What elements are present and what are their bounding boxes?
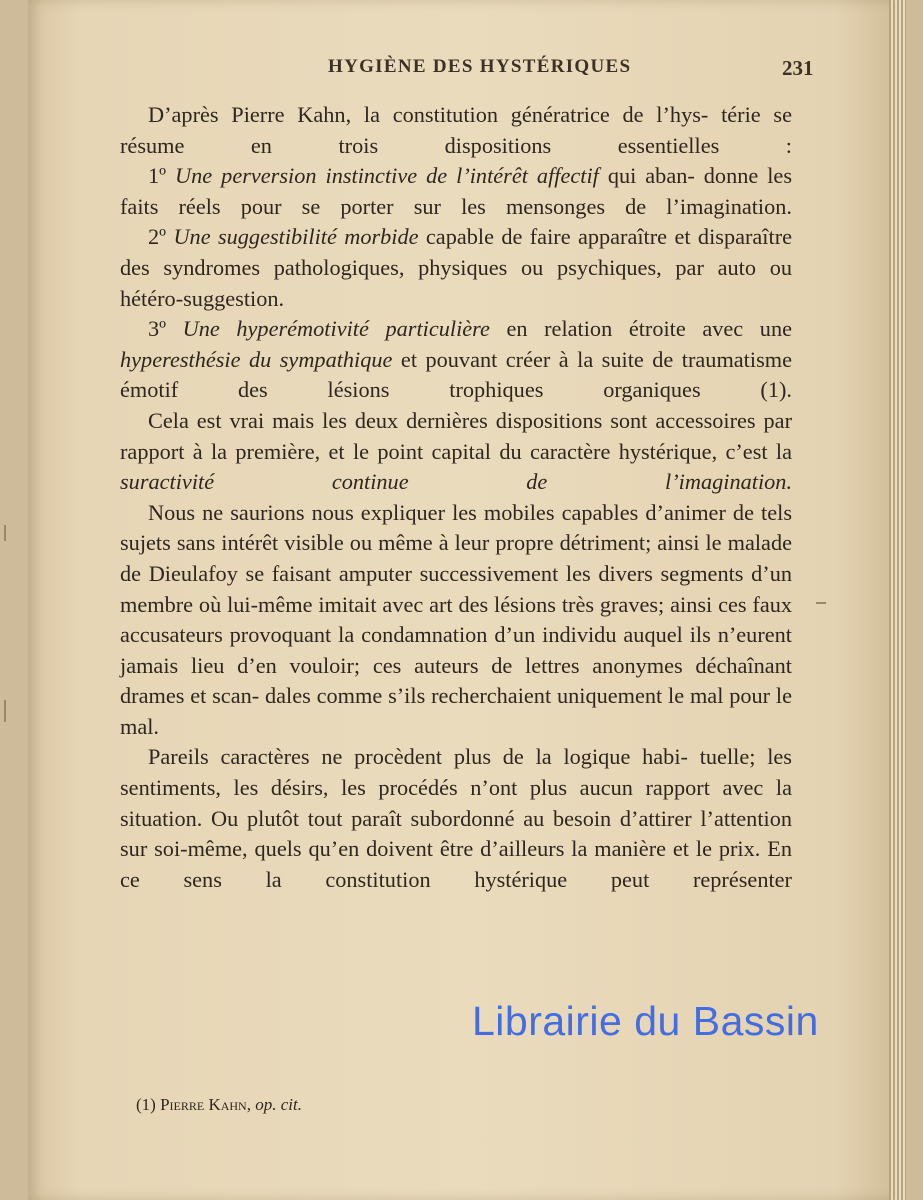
paragraph-item-3 bbox=[120, 314, 792, 406]
text-line: individu auquel ils n’eurent jamais lieu d’en vouloir; ces bbox=[120, 622, 792, 678]
footnote bbox=[136, 1095, 302, 1115]
text-line: capable de faire apparaître bbox=[418, 224, 668, 250]
paragraph-mobiles bbox=[120, 498, 792, 743]
text-line: En ce sens la constitution hystérique peut représenter bbox=[120, 836, 793, 892]
page-number: 231 bbox=[782, 56, 814, 80]
text-line: en relation étroite avec bbox=[489, 316, 744, 342]
page-header bbox=[28, 56, 906, 84]
text-line: une bbox=[759, 316, 792, 342]
text-line: où lui-même imitait avec art des lésions très graves; ainsi bbox=[198, 591, 713, 617]
watermark: Librairie du Bassin bbox=[472, 998, 819, 1044]
emphasis: Une suggestibilité morbide bbox=[173, 224, 419, 250]
text-line: le mal. bbox=[120, 683, 793, 739]
text-line: térie se résume en trois dispositions essentielles : bbox=[120, 102, 792, 158]
margin-mark bbox=[4, 525, 6, 541]
text-line: quels qu’en doivent être d’ailleurs la manière et le prix. bbox=[254, 836, 761, 862]
text-line: de traumatisme émotif des lésions trophiques organiques (1). bbox=[120, 346, 792, 403]
text-line: du caractère hystérique, c’est la bbox=[499, 438, 793, 464]
text-line: auteurs de lettres anonymes déchaînant drames et scan- bbox=[120, 652, 793, 709]
text-line: d’animer de tels sujets sans intérêt visible ou même à leur bbox=[120, 499, 792, 556]
text-line: donne les faits réels pour se porter sur les mensonges de bbox=[120, 163, 793, 219]
emphasis: l’imagination. bbox=[665, 469, 793, 495]
text-line: psychiques, par auto ou hétéro-suggestion. bbox=[120, 254, 792, 311]
emphasis: suractivité continue de bbox=[120, 469, 548, 495]
text-line: propre détriment; ainsi le malade de Dieulafoy se faisant bbox=[120, 530, 792, 586]
text-line: Nous ne saurions nous expliquer les mobiles capables bbox=[148, 499, 639, 525]
paragraph-item-2 bbox=[120, 222, 792, 314]
body-text bbox=[120, 100, 792, 895]
text-line: accessoires par rapport à la première, et le point capital bbox=[120, 407, 792, 464]
text-line: et pouvant créer à la suite bbox=[392, 346, 644, 372]
text-line: l’imagination. bbox=[666, 193, 792, 219]
paragraph-item-1 bbox=[120, 161, 792, 222]
text-line: Pareils caractères ne procèdent plus de la logique habi- bbox=[148, 744, 688, 770]
page-edge bbox=[889, 0, 906, 1200]
text-line: 2º bbox=[148, 224, 174, 250]
text-line: amputer successivement les divers segments d’un membre bbox=[120, 560, 793, 617]
emphasis: Une hyperémotivité particulière bbox=[182, 316, 490, 342]
margin-mark bbox=[4, 700, 6, 722]
text-line: dales comme s’ils recherchaient uniquement le mal pour bbox=[265, 683, 771, 709]
text-line: 1º bbox=[148, 163, 176, 189]
text-line: aucun rapport avec la situation. Ou plutôt tout paraît bbox=[120, 775, 792, 831]
text-line: et disparaître des syndromes pathologiques, physiques ou bbox=[120, 224, 793, 280]
paragraph-intro bbox=[120, 100, 792, 161]
text-line: 3º bbox=[148, 316, 183, 342]
emphasis: hyperesthésie du sympathique bbox=[120, 346, 393, 372]
footnote-reference: op. cit. bbox=[255, 1095, 302, 1114]
footnote-separator: , bbox=[246, 1095, 256, 1114]
margin-mark bbox=[816, 602, 826, 604]
text-line: tuelle; les sentiments, les désirs, les procédés n’ont plus bbox=[120, 744, 792, 801]
running-head: HYGIÈNE DES HYSTÉRIQUES bbox=[328, 56, 632, 77]
emphasis: Une perversion instinctive de l’intérêt affectif bbox=[175, 163, 599, 189]
text-line: ces faux accusateurs provoquant la condamnation d’un bbox=[120, 591, 793, 648]
paragraph-comment bbox=[120, 406, 792, 498]
paragraph-caracteres bbox=[120, 742, 792, 895]
text-line: qui aban- bbox=[598, 163, 695, 189]
text-line: Cela est vrai mais les deux dernières dispositions sont bbox=[148, 407, 648, 433]
text-line: D’après Pierre Kahn, la constitution génératrice de l’hys- bbox=[148, 102, 709, 127]
footnote-number: (1) bbox=[136, 1095, 161, 1114]
footnote-author: Pierre Kahn bbox=[160, 1095, 247, 1114]
text-line: subordonné au besoin d’attirer l’attention sur soi-même, bbox=[120, 805, 792, 862]
